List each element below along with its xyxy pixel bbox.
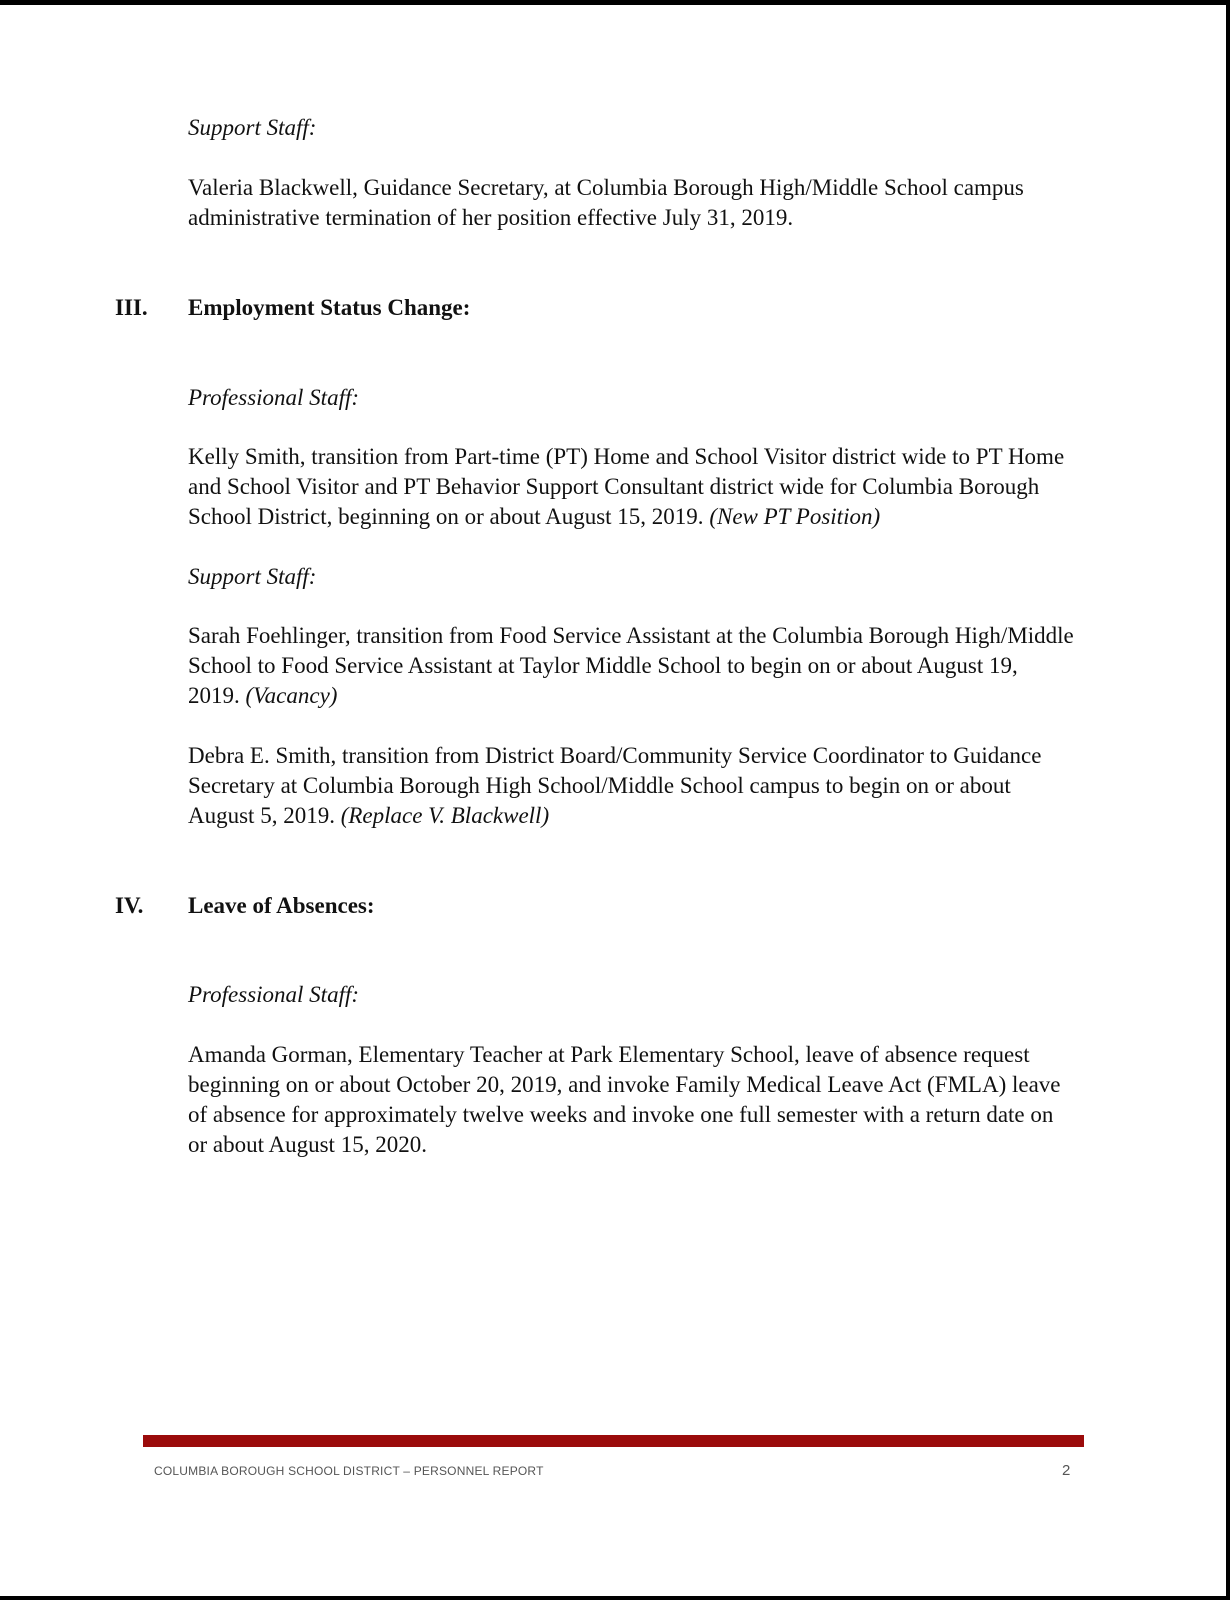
paragraph-line: Sarah Foehlinger, transition from Food Service Assistant at the Columbia Borough High/Middle — [188, 623, 1074, 648]
paragraph-line: Amanda Gorman, Elementary Teacher at Park Elementary School, leave of absence request — [188, 1042, 1030, 1067]
paragraph-line — [188, 502, 1128, 532]
paragraph-line: Secretary at Columbia Borough High School/Middle School campus to begin on or about — [188, 773, 1011, 798]
kelly-smith-paragraph — [188, 442, 1128, 532]
position-note: (Replace V. Blackwell) — [340, 803, 550, 828]
section-number-iii: III. — [115, 295, 148, 320]
paragraph-line: School to Food Service Assistant at Taylor Middle School to begin on or about August 19, — [188, 653, 1018, 678]
section-number-iv: IV. — [115, 893, 144, 918]
position-note: (Vacancy) — [245, 683, 338, 708]
section-title-leave-of-absences: Leave of Absences: — [188, 893, 375, 918]
page-number: 2 — [1062, 1462, 1071, 1479]
section-title-employment-status-change: Employment Status Change: — [188, 295, 471, 320]
paragraph-line: and School Visitor and PT Behavior Support Consultant district wide for Columbia Borough — [188, 474, 1040, 499]
paragraph-line: or about August 15, 2020. — [188, 1132, 427, 1157]
gorman-paragraph — [188, 1040, 1128, 1160]
footer-title: COLUMBIA BOROUGH SCHOOL DISTRICT – PERSONNEL REPORT — [154, 1464, 544, 1478]
paragraph-line: Valeria Blackwell, Guidance Secretary, at Columbia Borough High/Middle School campus — [188, 175, 1024, 200]
paragraph-line: Kelly Smith, transition from Part-time (PT) Home and School Visitor district wide to PT Home — [188, 444, 1065, 469]
paragraph-text: 2019. — [188, 683, 246, 708]
paragraph-line: Debra E. Smith, transition from District Board/Community Service Coordinator to Guidance — [188, 743, 1042, 768]
paragraph-line: beginning on or about October 20, 2019, and invoke Family Medical Leave Act (FMLA) leave — [188, 1072, 1061, 1097]
blackwell-paragraph — [188, 173, 1128, 233]
professional-staff-subhead: Professional Staff: — [188, 385, 360, 410]
paragraph-line — [188, 801, 1128, 831]
paragraph-text: August 5, 2019. — [188, 803, 341, 828]
debra-smith-paragraph — [188, 741, 1128, 831]
support-staff-subhead: Support Staff: — [188, 564, 317, 589]
paragraph-line: administrative termination of her position effective July 31, 2019. — [188, 205, 794, 230]
professional-staff-subhead: Professional Staff: — [188, 982, 360, 1007]
footer-rule — [143, 1435, 1084, 1447]
paragraph-line: of absence for approximately twelve weeks and invoke one full semester with a return date on — [188, 1102, 1054, 1127]
paragraph-text: School District, beginning on or about August 15, 2019. — [188, 504, 710, 529]
paragraph-line — [188, 681, 1128, 711]
support-staff-subhead: Support Staff: — [188, 115, 317, 140]
foehlinger-paragraph — [188, 621, 1128, 711]
position-note: (New PT Position) — [709, 504, 881, 529]
